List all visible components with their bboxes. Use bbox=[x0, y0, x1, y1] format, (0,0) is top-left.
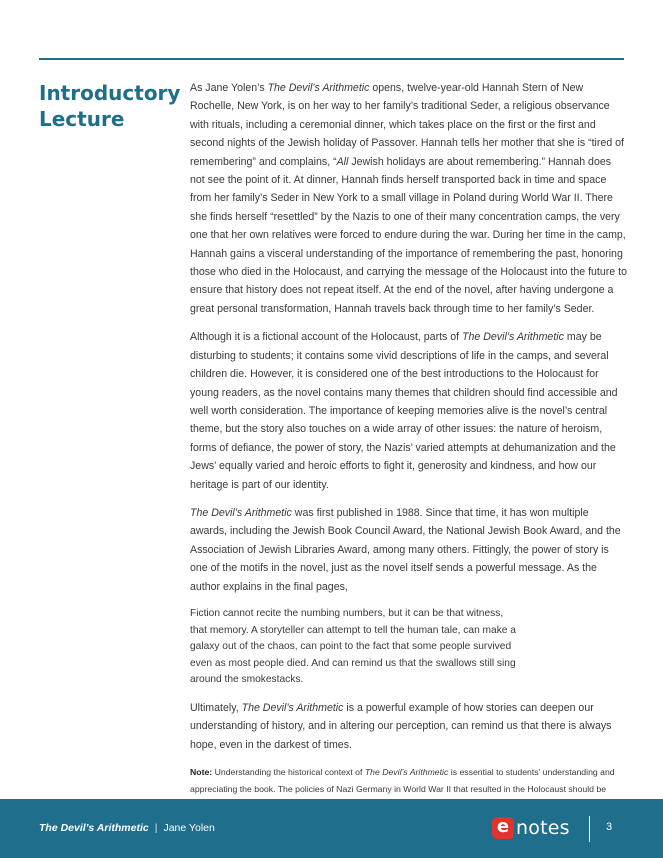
footer-author: Jane Yolen bbox=[163, 822, 215, 834]
paragraph-3: The Devil’s Arithmetic was first published in 1988. Since that time, it has won multiple awards, including the Jewish Book Council Award, the National Jewish Book Award, and the Association of Jewish Libraries Award, among many others. Fittingly, the power of story is one of the motifs in the novel, just as the novel itself sends a powerful message. As the author explains in the final pages, bbox=[190, 506, 621, 593]
paragraph-4: Ultimately, The Devil’s Arithmetic is a powerful example of how stories can deepen our understanding of history, and in altering our perception, can remind us that there is always hope, even in the darkest of times. bbox=[190, 701, 612, 751]
enotes-logo[interactable] bbox=[492, 815, 570, 841]
enotes-logo-word: notes bbox=[516, 817, 570, 839]
emphasis-all: All bbox=[336, 155, 349, 168]
book-title-italic: The Devil’s Arithmetic bbox=[364, 767, 449, 778]
body-column bbox=[190, 79, 628, 824]
section-title: Introductory Lecture bbox=[39, 81, 181, 131]
book-title-italic: The Devil’s Arithmetic bbox=[267, 82, 370, 94]
footer-book-info bbox=[39, 822, 215, 834]
top-divider bbox=[39, 58, 624, 60]
note-paragraph: Note: Understanding the historical context of The Devil’s Arithmetic is essential to students’ understanding and appreciating the book. The policies of Nazi Germany in World War II that resulted in the Holocaust should be bbox=[190, 767, 615, 794]
paragraph-1: As Jane Yolen’s The Devil’s Arithmetic opens, twelve-year-old Hannah Stern of New Rochelle, New York, is on her way to her family’s traditional Seder, a religious observance with rituals, including a ceremonial dinner, which takes place on the first or the first and second nights of the Jewish holiday of Passover. Hannah tells her mother that she is “tired of remembering” and complains, “All Jewish holidays are about remembering.” Hannah does not see the point of it. At dinner, Hannah finds herself transported back in time and space from her family’s Seder in New York to a small village in Poland during World War II. There she finds herself “resettled” by the Nazis to one of their many concentration camps, the very one that her own relatives were forced to endure during the war. During her time in the camp, Hannah gains a visceral understanding of the importance of remembering the past, honoring those who died in the Holocaust, and carrying the message of the Holocaust into the future to ensure that history does not repeat itself. At the end of the novel, after having undergone a great personal transformation, Hannah travels back through time to her family’s Seder. bbox=[190, 82, 627, 315]
footer-separator: | bbox=[154, 822, 158, 834]
block-quote: Fiction cannot recite the numbing numbers, but it can be that witness, that memory. A storyteller can attempt to tell the human tale, can make a galaxy out of the chaos, can point to the fact that some people survived even as most people died. And can remind us that the swallows still sing around the smokestacks. bbox=[190, 607, 516, 686]
note-label: Note: bbox=[190, 767, 213, 778]
page-number: 3 bbox=[606, 821, 613, 833]
page-footer bbox=[0, 799, 663, 858]
book-title-italic: The Devil’s Arithmetic bbox=[241, 701, 344, 714]
book-title-italic: The Devil’s Arithmetic bbox=[462, 331, 564, 344]
paragraph-2: Although it is a fictional account of the Holocaust, parts of The Devil’s Arithmetic may be disturbing to students; it contains some vivid descriptions of life in the camps, and several children die. However, it is considered one of the best introductions to the Holocaust for young readers, as the novel contains many themes that children should find accessible and well worth consideration. The importance of keeping memories alive is the novel’s central theme, but the story also touches on a wide array of other issues: the nature of heroism, forms of defiance, the power of story, the Nazis’ varied attempts at dehumanization and the Jews’ equally varied and heroic efforts to fight it, generosity and kindness, and how our heritage is part of our identity. bbox=[190, 331, 618, 491]
footer-book-title: The Devil’s Arithmetic bbox=[39, 822, 149, 834]
footer-divider bbox=[589, 816, 590, 842]
book-title-italic: The Devil’s Arithmetic bbox=[190, 506, 292, 519]
enotes-logo-icon: e bbox=[492, 817, 514, 839]
